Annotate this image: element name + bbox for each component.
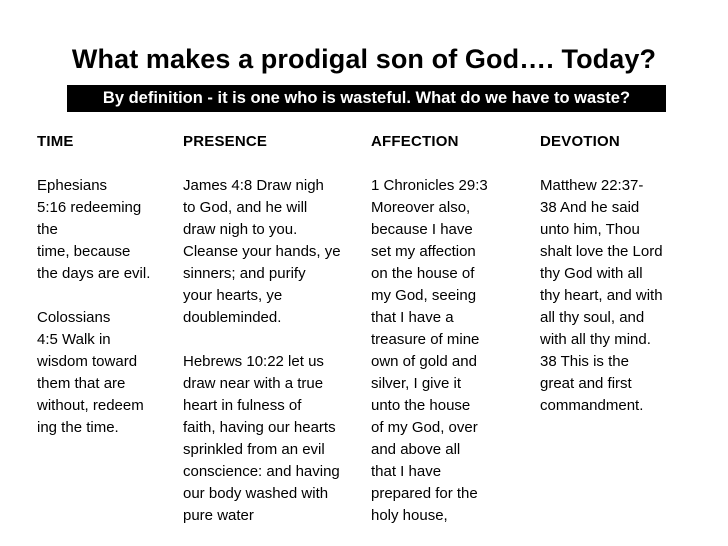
subtitle-text: By definition - it is one who is wasteful. What do we have to waste?	[102, 89, 631, 107]
text-line: 1 Chronicles 29:3	[371, 177, 488, 194]
text-line: thy heart, and with	[540, 287, 663, 304]
text-line: draw nigh to you.	[183, 221, 298, 238]
text-line: 38 And he said	[540, 199, 640, 216]
text-line: the days are evil.	[37, 265, 151, 282]
column-heading: DEVOTION	[540, 133, 620, 150]
column-heading: AFFECTION	[371, 133, 459, 150]
text-line: heart in fulness of	[183, 397, 302, 414]
text-line: treasure of mine	[371, 331, 480, 348]
text-line: with all thy mind.	[540, 331, 651, 348]
text-line: sinners; and purify	[183, 265, 306, 282]
text-line: our body washed with	[183, 485, 329, 502]
text-line: Colossians	[37, 309, 111, 326]
text-line: sprinkled from an evil	[183, 441, 325, 458]
text-line: that I have	[371, 463, 442, 480]
column-time	[37, 131, 172, 439]
column-heading: TIME	[37, 133, 74, 150]
text-line: to God, and he will	[183, 199, 308, 216]
paragraph-gap	[37, 285, 172, 307]
text-line: Matthew 22:37-	[540, 177, 644, 194]
text-line: holy house,	[371, 507, 448, 524]
text-line: wisdom toward	[37, 353, 138, 370]
text-line: them that are	[37, 375, 126, 392]
column-body	[37, 175, 172, 439]
text-line: without, redeem	[37, 397, 144, 414]
text-line: Hebrews 10:22 let us	[183, 353, 324, 370]
text-line: 4:5 Walk in	[37, 331, 111, 348]
text-line: silver, I give it	[371, 375, 462, 392]
text-line: faith, having our hearts	[183, 419, 336, 436]
text-line: draw near with a true	[183, 375, 324, 392]
text-line: that I have a	[371, 309, 454, 326]
text-line: ing the time.	[37, 419, 119, 436]
slide-title: What makes a prodigal son of God…. Today?	[71, 44, 657, 74]
text-line: own of gold and	[371, 353, 477, 370]
text-line: Cleanse your hands, ye	[183, 243, 341, 260]
text-line: prepared for the	[371, 485, 478, 502]
text-line: of my God, over	[371, 419, 478, 436]
text-line: my God, seeing	[371, 287, 477, 304]
subtitle-banner	[67, 85, 666, 112]
text-line: because I have	[371, 221, 473, 238]
text-line: great and first	[540, 375, 632, 392]
paragraph-gap	[183, 329, 363, 351]
text-line: James 4:8 Draw nigh	[183, 177, 324, 194]
text-line: and above all	[371, 441, 461, 458]
text-line: the	[37, 221, 58, 238]
text-line: Ephesians	[37, 177, 108, 194]
text-line: 38 This is the	[540, 353, 629, 370]
text-line: time, because	[37, 243, 131, 260]
column-presence	[183, 131, 363, 527]
text-line: 5:16 redeeming	[37, 199, 142, 216]
column-body	[540, 175, 720, 417]
column-body	[371, 175, 531, 527]
text-line: doubleminded.	[183, 309, 282, 326]
text-line: conscience: and having	[183, 463, 340, 480]
text-line: on the house of	[371, 265, 475, 282]
column-body	[183, 175, 363, 527]
column-devotion	[540, 131, 720, 417]
text-line: unto him, Thou	[540, 221, 640, 238]
text-line: unto the house	[371, 397, 471, 414]
text-line: set my affection	[371, 243, 476, 260]
text-line: all thy soul, and	[540, 309, 645, 326]
text-line: thy God with all	[540, 265, 643, 282]
text-line: Moreover also,	[371, 199, 471, 216]
column-affection	[371, 131, 531, 527]
text-line: pure water	[183, 507, 254, 524]
text-line: shalt love the Lord	[540, 243, 663, 260]
text-line: your hearts, ye	[183, 287, 283, 304]
text-line: commandment.	[540, 397, 644, 414]
column-heading: PRESENCE	[183, 133, 268, 150]
